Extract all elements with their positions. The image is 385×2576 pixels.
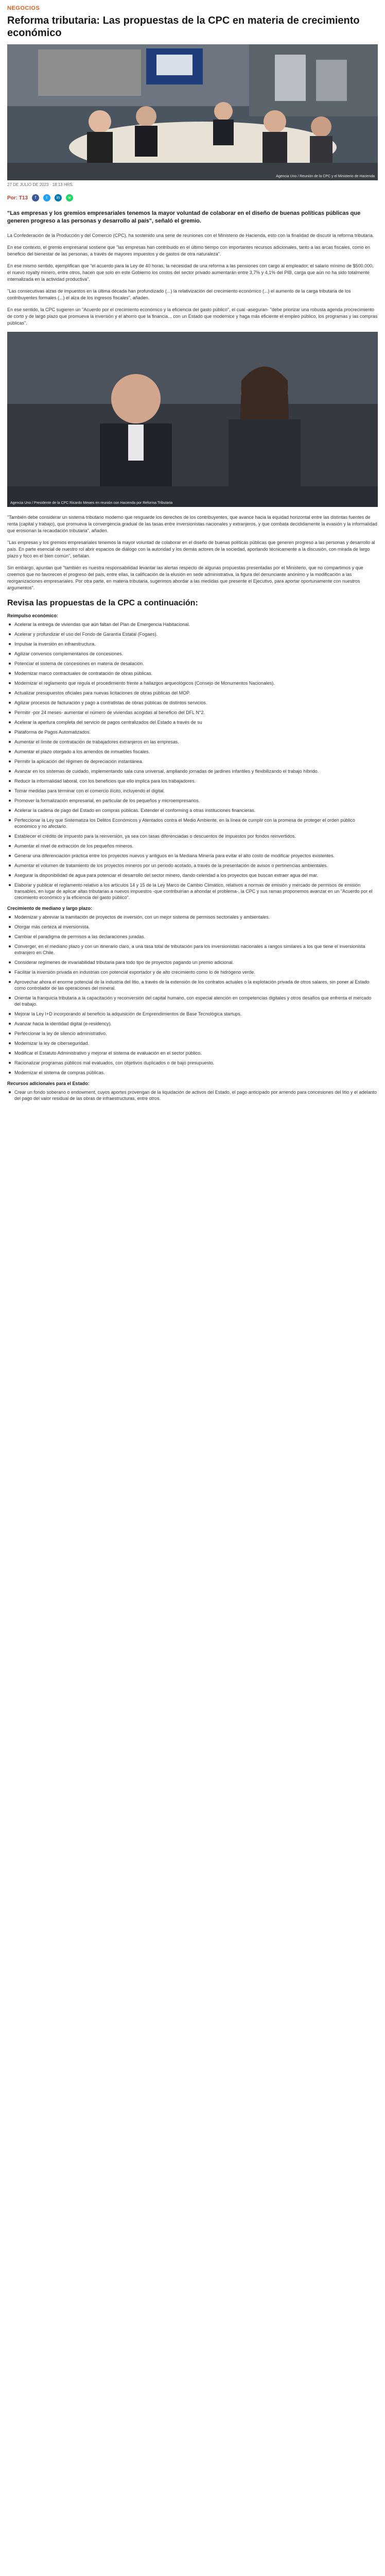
list-item: Permitir la aplicación del régimen de depreciación instantánea. (7, 758, 378, 765)
list-item: Modificar el Estatuto Administrativo y mejorar el sistema de evaluación en el sector público. (7, 1050, 378, 1056)
body-part-b (7, 514, 378, 591)
list-item: Impulsar la inversión en infraestructura. (7, 641, 378, 647)
list-item: Reducir la informalidad laboral, con los beneficios que ello implica para los trabajadores. (7, 778, 378, 784)
photo-caption: Agencia Uno / Presidente de la CPC Ricardo Mewes en reunión con Hacienda por Reforma Tributaria (10, 501, 173, 505)
list-item: Perfeccionar la ley de silencio administrativo. (7, 1030, 378, 1037)
proposal-list-reimpulso (7, 621, 378, 901)
paragraph: "Las consecutivas alzas de impuestos en la última década han profundizado (...) la relativización del crecimiento económico (...) el aumento de la carga tributaria de los contribuyentes formales (...) el alza de los ingresos fiscales", añaden. (7, 289, 351, 300)
facebook-icon[interactable]: f (32, 194, 39, 201)
list-item: Mejorar la Ley I+D incorporando al beneficio la adquisición de Emprendimientos de Base Tecnológica startups. (7, 1011, 378, 1017)
list-item: Elaborar y publicar el reglamento relativo a los artículos 14 y 15 de la Ley Marco de Cambio Climático, relativos a normas de emisión y mercado de permisos de emisión transables, en lugar de aplicar altas tributarias a nuevos impuestos -que contribuirían a ahondar el problema-, la CPC y sus ramas proponemos avanzar en un "Acuerdo por el crecimiento económico y la eficiencia del gasto público". (7, 882, 378, 901)
paragraph: Sin embargo, apuntan que "también es nuestra responsabilidad levantar las alertas respecto de algunas propuestas presentadas por el Ministerio, que no compartimos y que creemos que no favorecen el progreso del país, entre ellas, la calificación de la elusión en sede administrativa, la figura del denunciante anónimo y la modificación a las reorganizaciones empresariales. Por otra parte, en materia tributaria, sugerimos abordar a las medidas que presente el Ejecutivo, para aportar oportunamente con nuestros argumentos". (7, 565, 363, 590)
list-item: Avanzar hacia la identidad digital (e-residency). (7, 1021, 378, 1027)
list-item: Agilizar convenios complementarios de concesiones. (7, 651, 378, 657)
list-item: Aumentar el volumen de tratamiento de los proyectos mineros por un período acotado, a través de la presentación de avisos o pertinencias ambientales. (7, 862, 378, 869)
photo-caption: Agencia Uno / Reunión de la CPC y el Ministerio de Hacienda (276, 175, 375, 178)
list-item: Aumentar el plazo otorgado a los arriendos de inmuebles fiscales. (7, 749, 378, 755)
paragraph: En ese sentido, la CPC sugieren un "Acuerdo por el crecimiento económico y la eficiencia del gasto público", el cual -aseguran- "debe priorizar una robusta agenda procrecimiento de corto y de largo plazo que promueva la inversión y el ahorro que la financia... con un Estado que modernice y haga más eficiente el empleo público, los programas y las compras públicas". (7, 307, 378, 326)
list-item: Otorgar más certeza al inversionista. (7, 924, 378, 930)
share-bar (7, 194, 378, 201)
list-item: Converger, en el mediano plazo y con un itinerario claro, a una tasa total de tributación para los inversionistas nacionales a rangos similares a los que tiene el inversionista extranjero en Chile. (7, 943, 378, 956)
list-item: Perfeccionar la Ley que Sistematiza los Delitos Económicos y Atentados contra el Medio Ambiente, en la línea de cumplir con la promesa de proteger el orden público económico y no afectarlo. (7, 817, 378, 829)
proposal-list-recursos (7, 1089, 378, 1101)
meeting-photo-illustration (7, 44, 378, 180)
secondary-photo (7, 332, 378, 507)
publish-date: 27 DE JULIO DE 2023 · 18:13 HRS. (7, 182, 74, 187)
section-label[interactable]: NEGOCIOS (7, 5, 40, 11)
list-item: Modernizar la ley de ciberseguridad. (7, 1040, 378, 1046)
list-item: Facilitar la inversión privada en industrias con potencial exportador y de alto crecimiento como lo de hidrógeno verde. (7, 969, 378, 975)
list-item: Permitir -por 24 meses- aumentar el número de viviendas acogidas al beneficio del DFL N°2. (7, 709, 378, 716)
list-item: Modernizar el reglamento que regula el procedimiento frente a hallazgos arqueológicos (Consejo de Monumentos Nacionales). (7, 680, 378, 686)
list-item: Tomar medidas para terminar con el comercio ilícito, incluyendo el digital. (7, 788, 378, 794)
list-item: Modernizar el sistema de compras públicas. (7, 1070, 378, 1076)
paragraph: "También debe considerar un sistema tributario moderno que resguarde los derechos de los contribuyentes, que avance hacia la equidad horizontal entre las distintas fuentes de renta (capital y trabajo), que promueva la convergencia gradual de las tasas entre inversionistas nacionales y extranjeros, y que combata decididamente la evasión y la informalidad que erosionan la recaudación tributaria", añaden. (7, 515, 377, 533)
list-item: Generar una diferenciación práctica entre los proyectos nuevos y antiguos en la Mediana Minería para evitar el alto costo de modificar proyectos existentes. (7, 853, 378, 859)
group-title-recursos: Recursos adicionales para el Estado: (7, 1081, 90, 1086)
article-page (0, 0, 385, 1101)
list-item: Racionalizar programas públicos mal evaluados, con objetivos duplicados o de bajo presupuesto. (7, 1060, 378, 1066)
list-item: Aprovechar ahora el enorme potencial de la industria del litio, a través de la extensión de los contratos actuales o la explotación privada de otros salares, sin poner al Estado como controlador de las operaciones del mineral. (7, 979, 378, 991)
whatsapp-icon[interactable]: w (66, 194, 73, 201)
list-item: Avanzar en los sistemas de cuidado, implementando sala cuna universal, ampliando jornadas de jardines infantiles y flexibilizando el trabajo híbrido. (7, 768, 378, 774)
list-item: Promover la formalización empresarial, en particular de los pequeños y microempresarios. (7, 798, 378, 804)
list-item: Cambiar el paradigma de permisos a las declaraciones juradas. (7, 934, 378, 940)
list-item: Modernizar y abreviar la tramitación de proyectos de inversión, con un mejor sistema de permisos sectoriales y ambientales. (7, 914, 378, 920)
list-item: Crear un fondo soberano o endowment, cuyos aportes provengan de la liquidación de activos del Estado, el pago anticipado por arriendo para concesiones del litio y el adelanto del pago del valor residual de las obras de infraestructuras, entre otros. (7, 1089, 378, 1101)
list-item: Aumentar el nivel de extracción de los pequeños mineros. (7, 843, 378, 849)
paragraph: La Confederación de la Producción y del Comercio (CPC), ha sostenido una serie de reuniones con el Ministerio de Hacienda, esto con la finalidad de discutir la reforma tributaria. (7, 233, 374, 238)
article-title: Reforma tributaria: Las propuestas de la CPC en materia de crecimiento económico (7, 15, 360, 39)
proposal-list-crecimiento (7, 914, 378, 1076)
author-label[interactable]: Por: T13 (7, 195, 28, 201)
list-item: Establecer el crédito de impuesto para la reinversión, ya sea con tasas diferenciadas o descuentos de impuestos por fondos reinvertidos. (7, 833, 378, 839)
group-title-reimpulso: Reimpulso económico: (7, 613, 59, 618)
twitter-icon[interactable]: t (43, 194, 50, 201)
list-item: Modernizar marco contractuales de contratación de obras públicas. (7, 670, 378, 676)
list-item: Agilizar procesos de facturación y pago a contratistas de obras públicas de distintos servicios. (7, 700, 378, 706)
list-item: Potenciar el sistema de concesiones en materia de desalación. (7, 660, 378, 667)
body-part-a (7, 232, 378, 327)
list-item: Actualizar presupuestos oficiales para nuevas licitaciones de obras públicas del MOP. (7, 690, 378, 696)
list-item: Considerar regímenes de invariabilidad tributaria para todo tipo de proyectos pagando un premio adicional. (7, 959, 378, 965)
list-item: Aumentar el límite de contratación de trabajadores extranjeros en las empresas. (7, 739, 378, 745)
proposals-heading: Revisa las propuestas de la CPC a continuación: (7, 599, 198, 607)
list-item: Acelerar la apertura completa del servicio de pagos centralizados del Estado a través de su (7, 719, 378, 725)
paragraph: En ese mismo sentido, ejemplifican que "el acuerdo para la Ley de 40 horas, la necesidad de una reforma a las pensiones con cargo al empleador, el salario mínimo de $500.000, el nuevo royalty minero, entre otros, hacen que solo en este Gobierno los costos del sector privado aumentarán entre 3,7% y 4,1% del PIB, carga que aún no ha sido totalmente internalizada en la actividad productiva". (7, 263, 374, 282)
group-title-crecimiento: Crecimiento de mediano y largo plazo: (7, 906, 93, 911)
officials-photo-illustration (7, 332, 378, 507)
list-item: Acelerar la cadena de pago del Estado en compras públicas. Extender el conforming a otras instituciones financieras. (7, 807, 378, 814)
list-item: Acelerar la entrega de viviendas que aún faltan del Plan de Emergencia Habitacional. (7, 621, 378, 628)
article-lead: "Las empresas y los gremios empresariales tenemos la mayor voluntad de colaborar en el diseño de buenas políticas públicas que generen progreso a las personas y desarrollo al país", señaló el gremio. (7, 210, 361, 224)
hero-photo (7, 44, 378, 180)
list-item: Acelerar y profundizar el uso del Fondo de Garantía Estatal (Fogaes). (7, 631, 378, 637)
list-item: Plataforma de Pagos Automatizados. (7, 729, 378, 735)
list-item: Orientar la franquicia tributaria a la capacitación y reconversión del capital humano, con especial atención en competencias digitales y otros desafíos que enfrenta el mercado del trabajo. (7, 995, 378, 1007)
paragraph: En ese contexto, el gremio empresarial sostiene que "las empresas han contribuido en el último tiempo con importantes recursos adicionales, tanto a las arcas fiscales, como en beneficio del bienestar de las personas, a través de mayores impuestos y de gastos de otra naturaleza". (7, 245, 371, 257)
list-item: Asegurar la disponibilidad de agua para potenciar el desarrollo del sector minero, dando celeridad a los proyectos que buscan extraer agua del mar. (7, 872, 378, 878)
paragraph: "Las empresas y los gremios empresariales tenemos la mayor voluntad de colaborar en el diseño de buenas políticas públicas que generen progreso a las personas y desarrollo al país. En parte esencial de nuestro rol abrir espacios de diálogo con la autoridad y los demás actores de la sociedad, aportando técnicamente a la discusión, con mirada de largo plazo y foco en el bien común", señalan. (7, 540, 375, 558)
linkedin-icon[interactable]: in (55, 194, 62, 201)
